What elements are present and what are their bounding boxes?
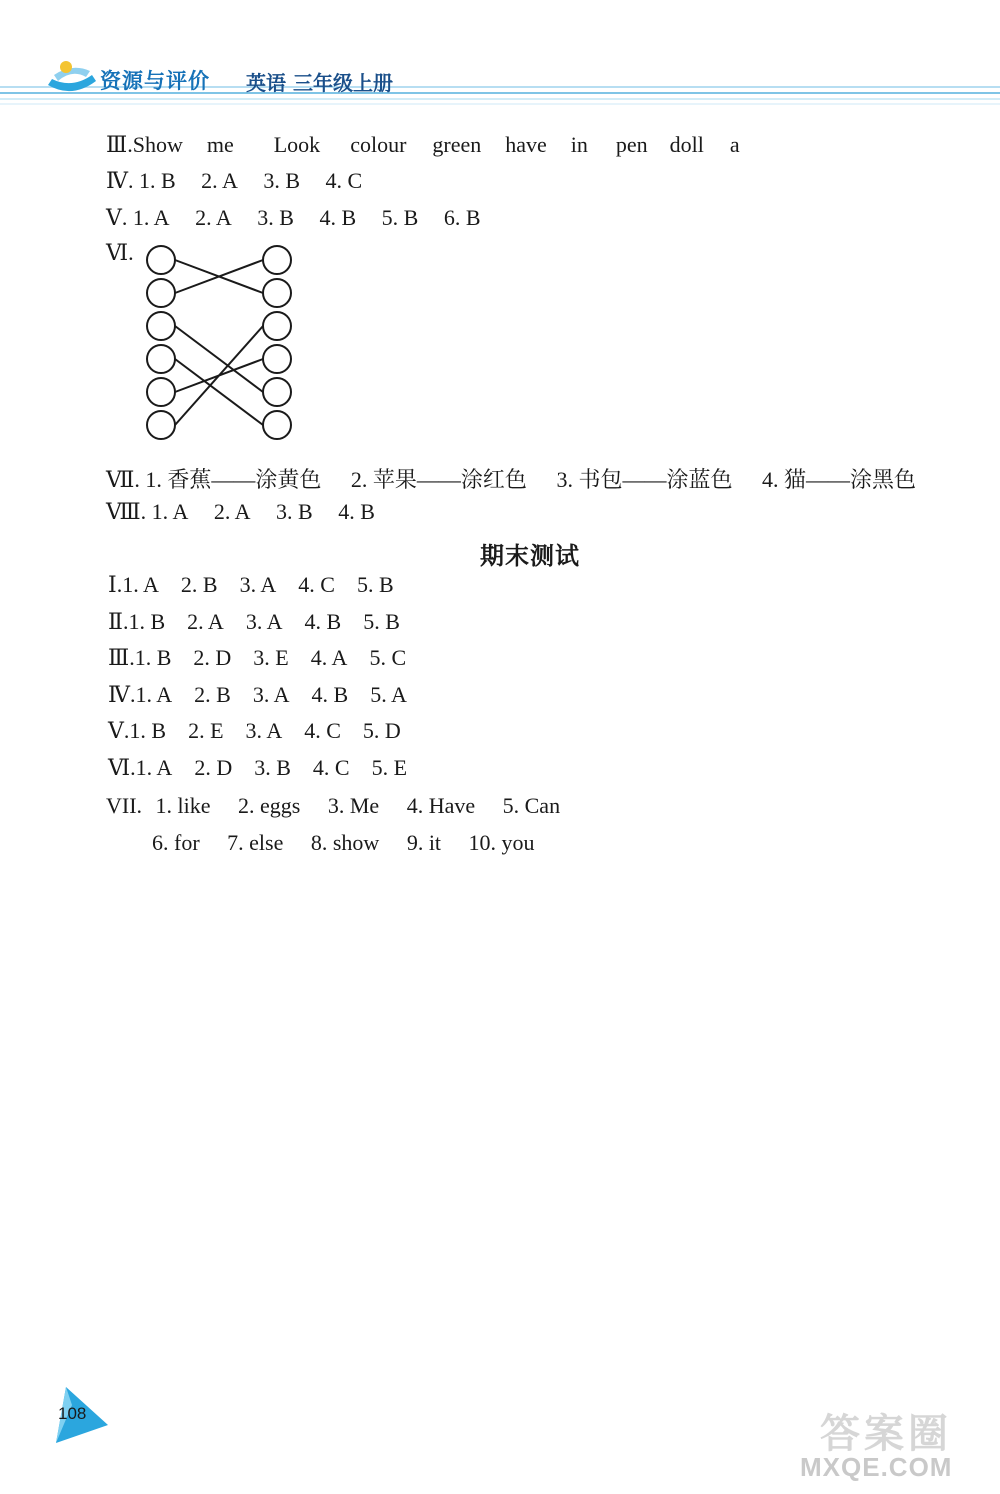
answer-item: 2. A (201, 168, 238, 193)
left-circle-4 (147, 345, 175, 373)
answer-item: 9. it (406, 830, 442, 855)
answer-item: 1. 香蕉——涂黄色 (145, 467, 322, 492)
answer-item: 2. B (180, 572, 218, 597)
matching-diagram (140, 240, 300, 446)
answer-word: colour (350, 132, 407, 157)
row-label: VII. (106, 793, 143, 818)
left-circle-2 (147, 279, 175, 307)
answer-word: Show (132, 132, 183, 157)
answer-item: 5. A (370, 682, 407, 707)
answer-row-6 (106, 240, 134, 266)
answer-item: 2. D (194, 755, 233, 780)
watermark-logo: 答案圈 (820, 1411, 952, 1457)
answer-item: 6. B (443, 205, 481, 230)
answer-item: 3. A (252, 682, 290, 707)
answer-item: 3. A (245, 718, 283, 743)
right-circle-2 (263, 279, 291, 307)
answer-item: 3. A (239, 572, 277, 597)
final-test-title: 期末测试 (480, 542, 580, 570)
answer-row-3 (106, 132, 740, 158)
brand-title: 资源与评价 (100, 69, 210, 93)
answer-item: 3. Me (327, 793, 380, 818)
final-row-7 (106, 793, 560, 819)
answer-item: 3. 书包——涂蓝色 (556, 467, 733, 492)
answer-item: 3. B (254, 755, 291, 780)
row-label: Ⅳ. (108, 682, 136, 707)
answer-item: 6. for (152, 830, 200, 855)
right-circle-1 (263, 246, 291, 274)
answer-word: pen (615, 132, 648, 157)
left-circle-1 (147, 246, 175, 274)
answer-word: a (729, 132, 740, 157)
answer-row-8 (106, 499, 375, 525)
final-row-6 (108, 755, 407, 781)
match-line (175, 326, 263, 425)
answer-item: 1. B (138, 168, 176, 193)
answer-word: me (206, 132, 234, 157)
answer-item: 5. D (362, 718, 401, 743)
answer-item: 1. B (129, 718, 167, 743)
book-subtitle: 英语 三年级上册 (246, 71, 393, 95)
answer-item: 3. B (257, 205, 294, 230)
answer-word: Look (273, 132, 321, 157)
answer-item: 3. B (276, 499, 313, 524)
row-label: Ⅰ. (108, 572, 123, 597)
answer-item: 4. B (319, 205, 357, 230)
answer-item: 2. A (195, 205, 232, 230)
left-circle-3 (147, 312, 175, 340)
row-label: Ⅵ. (106, 240, 134, 265)
row-label: Ⅶ. (106, 467, 140, 492)
answer-item: 2. 苹果——涂红色 (350, 467, 527, 492)
match-line (175, 326, 263, 392)
answer-item: 2. A (187, 609, 224, 634)
row-label: Ⅲ. (108, 645, 135, 670)
answer-word: doll (669, 132, 704, 157)
right-circle-5 (263, 378, 291, 406)
right-circle-6 (263, 411, 291, 439)
page-header (0, 55, 1000, 115)
watermark-url: MXQE.COM (800, 1452, 953, 1482)
row-label: Ⅴ. (108, 718, 130, 743)
answer-item: 5. B (363, 609, 400, 634)
answer-item: 2. A (213, 499, 251, 524)
answer-item: 5. E (371, 755, 408, 780)
answer-item: 1. B (134, 645, 172, 670)
answer-item: 4. Have (406, 793, 476, 818)
answer-item: 3. E (253, 645, 289, 670)
answer-item: 4. 猫——涂黑色 (761, 467, 916, 492)
answer-row-4 (106, 168, 362, 194)
answer-item: 4. B (338, 499, 375, 524)
answer-word: in (570, 132, 588, 157)
answer-item: 4. C (298, 572, 335, 597)
final-row-2 (108, 609, 400, 635)
answer-item: 2. E (188, 718, 224, 743)
answer-item: 3. B (263, 168, 301, 193)
answer-item: 4. B (304, 609, 342, 634)
answer-word: have (505, 132, 547, 157)
answer-item: 1. A (132, 205, 170, 230)
answer-item: 2. B (194, 682, 231, 707)
final-row-4 (108, 682, 407, 708)
answer-item: 5. B (356, 572, 394, 597)
answer-item: 3. A (245, 609, 283, 634)
answer-item: 4. C (304, 718, 341, 743)
left-circle-5 (147, 378, 175, 406)
answer-item: 1. A (135, 682, 173, 707)
row-label: Ⅳ. (106, 168, 134, 193)
row-label: Ⅷ. (106, 499, 147, 524)
match-line (175, 359, 263, 425)
final-row-5 (108, 718, 401, 744)
row-label: Ⅱ. (108, 609, 129, 634)
answer-item: 8. show (310, 830, 380, 855)
answer-item: 2. eggs (238, 793, 301, 818)
row-label: Ⅴ. (106, 205, 128, 230)
row-label: Ⅲ. (106, 132, 133, 157)
left-circle-6 (147, 411, 175, 439)
answer-item: 1. B (128, 609, 166, 634)
answer-item: 10. you (468, 830, 535, 855)
answer-item: 1. A (151, 499, 189, 524)
page-number: 108 (58, 1404, 87, 1423)
right-circle-4 (263, 345, 291, 373)
answer-item: 4. C (325, 168, 363, 193)
final-row-1 (108, 572, 394, 598)
answer-row-7 (106, 463, 916, 494)
right-circle-3 (263, 312, 291, 340)
answer-item: 2. D (193, 645, 232, 670)
answer-item: 4. B (311, 682, 349, 707)
final-row-3 (108, 645, 406, 671)
answer-word: green (432, 132, 482, 157)
answer-item: 5. Can (502, 793, 561, 818)
answer-item: 1. A (135, 755, 173, 780)
answer-item: 4. A (310, 645, 348, 670)
answer-item: 1. A (122, 572, 159, 597)
book-logo-icon (42, 55, 102, 103)
answer-row-5 (106, 205, 481, 231)
final-row-7-cont (152, 830, 535, 856)
answer-item: 5. C (369, 645, 407, 670)
answer-item: 5. B (381, 205, 419, 230)
answer-item: 1. like (155, 793, 211, 818)
row-label: Ⅵ. (108, 755, 136, 780)
answer-item: 7. else (227, 830, 284, 855)
answer-item: 4. C (312, 755, 350, 780)
